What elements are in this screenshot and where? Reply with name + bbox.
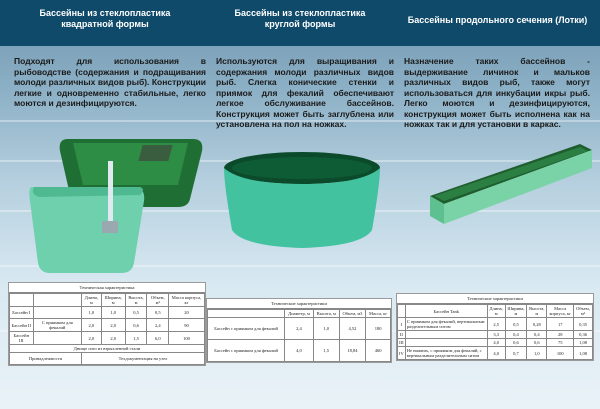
- table-cell: 0,36: [574, 331, 593, 339]
- square-pools-image: [28, 125, 208, 275]
- table-row: [10, 307, 205, 319]
- table-cell: Бассейн II: [10, 319, 34, 332]
- table-cell: IV: [398, 347, 406, 360]
- table-cell: 2,0: [101, 332, 125, 345]
- table-cell: С приямком для фекалий: [33, 319, 81, 332]
- table2-card: [206, 298, 392, 363]
- table-cell: 0,28: [527, 318, 547, 331]
- table-cell: III: [399, 340, 404, 345]
- table2: [207, 309, 391, 362]
- table2-header: Масса, кг: [366, 310, 391, 318]
- header-bar: [0, 0, 600, 46]
- table-cell: 0,4: [527, 331, 547, 339]
- table1-header: Объем, м³: [147, 294, 169, 307]
- table-row: [398, 318, 593, 331]
- table1: [9, 293, 205, 365]
- table1-header: Длина, м: [81, 294, 101, 307]
- table1-purpose-label: Принадлежности: [10, 353, 82, 365]
- table-cell: 1,0: [527, 347, 547, 360]
- table-cell: 100: [547, 347, 574, 360]
- table-cell: 0,5: [125, 307, 147, 319]
- table-cell: [405, 331, 487, 339]
- table-cell: 4,0: [285, 340, 314, 362]
- table-row: [10, 345, 205, 353]
- table-cell: 2,0: [81, 319, 101, 332]
- table-cell: I: [398, 318, 406, 331]
- table1-header: Ширина, м: [101, 294, 125, 307]
- table-cell: 1,08: [574, 339, 593, 347]
- table2-header: Объем, м3: [339, 310, 366, 318]
- table-cell: 3,3: [487, 331, 505, 339]
- table-cell: 0,5: [505, 318, 527, 331]
- table-cell: 17: [547, 318, 574, 331]
- table-cell: 1,0: [81, 307, 101, 319]
- table-cell: 1,08: [574, 347, 593, 360]
- table-row: [10, 332, 205, 345]
- table-cell: Бассейн с приямком для фекалий: [208, 318, 285, 340]
- table1-card: [8, 282, 206, 366]
- table2-header: Высота, м: [313, 310, 339, 318]
- table-cell: 2,4: [285, 318, 314, 340]
- col1-title-line2: квадратной формы: [61, 19, 149, 29]
- table1-purpose-value: Техдокументация на узел: [81, 353, 204, 365]
- table-cell: 90: [169, 319, 205, 332]
- table1-note: Днище сито из взрыхленной стали: [10, 345, 205, 353]
- col2-description: Используются для выращивания и содержания молоди различных видов рыб. Слегка конические стенки и приямок для фекалий обеспечивают легкое обслуживание бассейнов. Конструкция может быть заглублена или установлена на пол на ножках.: [216, 56, 394, 129]
- table-cell: 100: [169, 332, 205, 345]
- table-cell: 4,0: [487, 339, 505, 347]
- col3-description: Назначение таких бассейнов - выдерживание личинок и мальков различных видов рыб, также могут использоваться для инкубации икры рыб. Легко моются и дезинфицируются, конструкция может быть исполнена как на ножках так и для установки в каркас.: [404, 56, 590, 129]
- table-row: [398, 339, 593, 347]
- table3-header: Масса корпуса, кг: [547, 305, 574, 318]
- table-cell: 2,0: [81, 332, 101, 345]
- table-cell: 0,6: [505, 339, 527, 347]
- table-cell: [33, 307, 81, 319]
- table-cell: II: [398, 331, 406, 339]
- col2-title: [215, 8, 385, 30]
- table-cell: 2,5: [487, 318, 505, 331]
- table1-header: Масса корпуса, кг: [169, 294, 205, 307]
- col2-title-line2: круглой формы: [264, 19, 336, 29]
- table-cell: 1,5: [313, 340, 339, 362]
- table1-header: [10, 294, 34, 307]
- table3-header: Длина, м: [487, 305, 505, 318]
- table2-caption: Технические характеристики: [207, 299, 391, 309]
- table-cell: [33, 332, 81, 345]
- table-row: [10, 353, 205, 365]
- table3-caption: Технические характеристики: [397, 294, 593, 304]
- table-cell: [405, 339, 487, 347]
- table3-header: Высота, м: [527, 305, 547, 318]
- trough-pool-image: [420, 140, 595, 230]
- col1-title: [20, 8, 190, 30]
- table3: [397, 304, 593, 360]
- table-cell: 75: [547, 339, 574, 347]
- table-row: [398, 347, 593, 360]
- table-cell: 2,4: [147, 319, 169, 332]
- table-cell: 0,35: [574, 318, 593, 331]
- table-cell: 0,4: [505, 331, 527, 339]
- table-cell: 0,6: [527, 339, 547, 347]
- table2-header: Диаметр, м: [285, 310, 314, 318]
- table2-header: [208, 310, 285, 318]
- round-pool-image: [222, 150, 382, 250]
- table-cell: 20: [169, 307, 205, 319]
- table-cell: 1,5: [125, 332, 147, 345]
- table3-header: [398, 305, 406, 318]
- table3-header: Бассейн Tank: [405, 305, 487, 318]
- table-cell: 0,6: [125, 319, 147, 332]
- table-cell: 1,0: [101, 307, 125, 319]
- table-row: [208, 340, 391, 362]
- col1-description: Подходят для использования в рыбоводстве (содержания и подращивания молоди различных видов рыб). Конструкции легкие и одновременно стабильные, легко моются и дезинфицируются.: [14, 56, 206, 108]
- table-cell: 4,52: [339, 318, 366, 340]
- table1-header: Высота, м: [125, 294, 147, 307]
- col3-title: Бассейны продольного сечения (Лотки): [407, 15, 588, 25]
- table-cell: С приямком для фекалий, вертикальным разделительным ситом: [405, 318, 487, 331]
- table3-header: Ширина, м: [505, 305, 527, 318]
- table1-header: [33, 294, 81, 307]
- table-row: [10, 319, 205, 332]
- table-cell: 28: [547, 331, 574, 339]
- table-cell: 0,5: [147, 307, 169, 319]
- table-cell: 460: [366, 340, 391, 362]
- table-cell: Не нижних, с приямком для фекалий, с вертикальным разделительным ситом: [405, 347, 487, 360]
- table-cell: Бассейн с приямком для фекалий: [208, 340, 285, 362]
- col2-title-line1: Бассейны из стеклопластика: [234, 8, 366, 18]
- table-cell: 0,7: [505, 347, 527, 360]
- table-cell: 18,84: [339, 340, 366, 362]
- table-cell: 4,0: [487, 347, 505, 360]
- table3-header: Объем, м³: [574, 305, 593, 318]
- table-row: [398, 331, 593, 339]
- table-row: [208, 318, 391, 340]
- col1-title-line1: Бассейны из стеклопластика: [39, 8, 171, 18]
- table-cell: 2,0: [101, 319, 125, 332]
- table-cell: 1,0: [313, 318, 339, 340]
- table-cell: 6,0: [147, 332, 169, 345]
- table-cell: Бассейн I: [10, 307, 34, 319]
- table-cell: 180: [366, 318, 391, 340]
- table3-card: [396, 293, 594, 361]
- table1-caption: Техническая характеристика: [9, 283, 205, 293]
- table-cell: Бассейн III: [10, 332, 34, 345]
